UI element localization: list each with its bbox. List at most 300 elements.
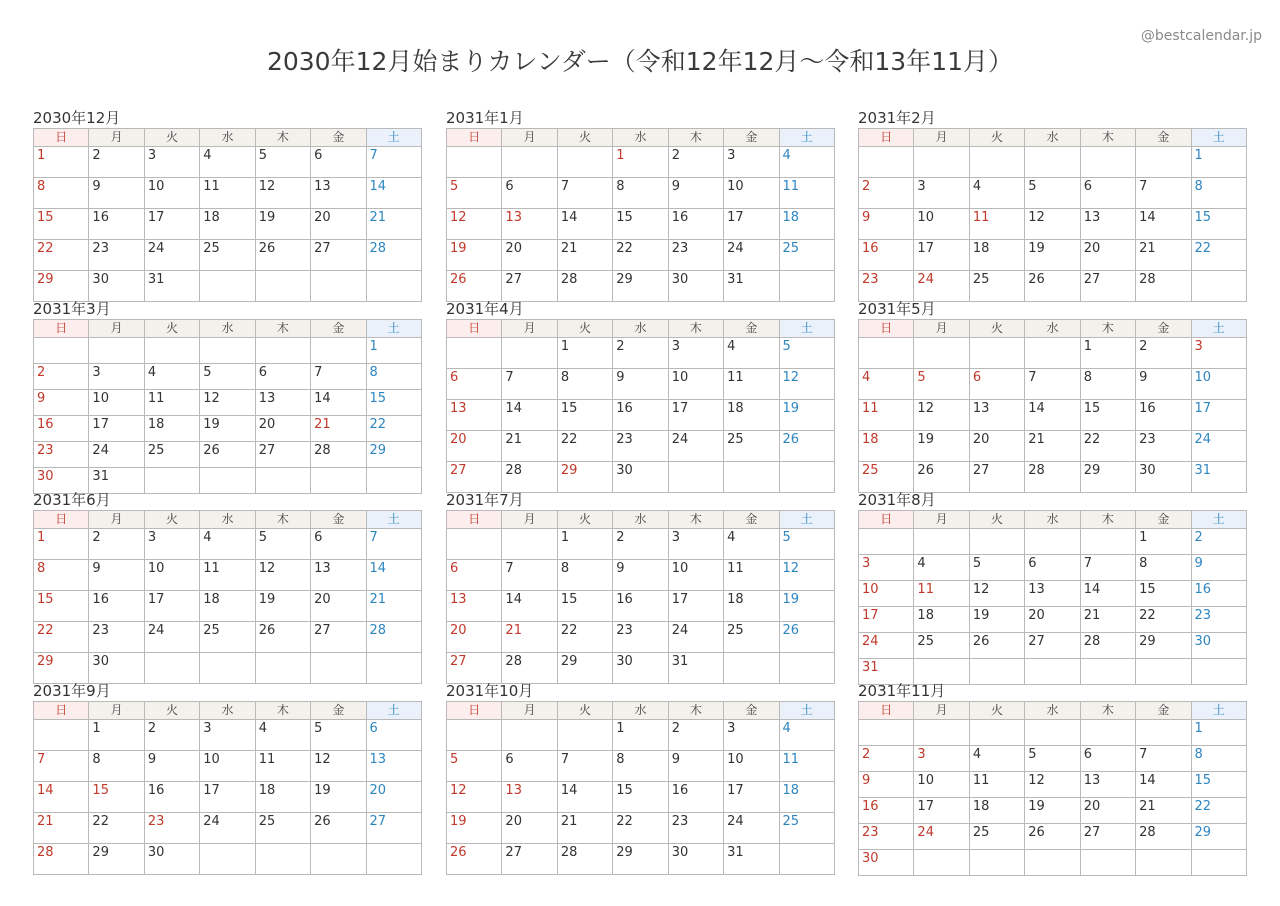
day-cell: 5: [447, 751, 502, 782]
day-cell: 21: [1025, 431, 1080, 462]
day-cell: 27: [311, 240, 366, 271]
weekday-header: 日: [859, 320, 914, 338]
day-cell: 20: [1080, 798, 1135, 824]
day-cell: 21: [502, 622, 557, 653]
day-cell: 8: [34, 178, 89, 209]
empty-day-cell: [255, 653, 310, 684]
day-cell: 9: [859, 209, 914, 240]
empty-day-cell: [144, 468, 199, 494]
empty-day-cell: [969, 147, 1024, 178]
day-cell: 30: [1191, 633, 1246, 659]
day-cell: 9: [34, 390, 89, 416]
day-cell: 12: [311, 751, 366, 782]
day-cell: 19: [969, 607, 1024, 633]
day-cell: 27: [447, 462, 502, 493]
week-row: [447, 147, 835, 178]
week-row: [859, 798, 1247, 824]
day-cell: 10: [859, 581, 914, 607]
empty-day-cell: [447, 338, 502, 369]
day-cell: 3: [200, 720, 255, 751]
day-cell: 17: [89, 416, 144, 442]
week-row: [34, 782, 422, 813]
week-row: [34, 622, 422, 653]
day-cell: 7: [1136, 746, 1191, 772]
day-cell: 19: [1025, 798, 1080, 824]
site-watermark: @bestcalendar.jp: [1140, 28, 1262, 44]
day-cell: 2: [1191, 529, 1246, 555]
week-row: [34, 560, 422, 591]
month-title: 2031年11月: [858, 682, 946, 700]
week-row: [859, 850, 1247, 876]
day-cell: 15: [1191, 772, 1246, 798]
day-cell: 3: [914, 178, 969, 209]
empty-day-cell: [1080, 147, 1135, 178]
weekday-header: 月: [89, 511, 144, 529]
day-cell: 3: [1191, 338, 1246, 369]
day-cell: 5: [200, 364, 255, 390]
day-cell: 26: [914, 462, 969, 493]
day-cell: 4: [724, 529, 779, 560]
empty-day-cell: [914, 720, 969, 746]
weekday-header: 金: [1136, 702, 1191, 720]
day-cell: 25: [255, 813, 310, 844]
empty-day-cell: [969, 659, 1024, 685]
week-row: [34, 813, 422, 844]
day-cell: 29: [613, 271, 668, 302]
empty-day-cell: [724, 653, 779, 684]
day-cell: 25: [969, 271, 1024, 302]
week-row: [34, 271, 422, 302]
day-cell: 2: [89, 147, 144, 178]
weekday-header: 土: [366, 702, 421, 720]
day-cell: 2: [859, 178, 914, 209]
month-title: 2031年3月: [33, 300, 111, 318]
weekday-header: 火: [969, 129, 1024, 147]
day-cell: 15: [34, 591, 89, 622]
day-cell: 1: [1080, 338, 1135, 369]
day-cell: 5: [255, 147, 310, 178]
day-cell: 26: [447, 271, 502, 302]
week-row: [447, 653, 835, 684]
day-cell: 18: [724, 591, 779, 622]
day-cell: 14: [1136, 209, 1191, 240]
day-cell: 17: [724, 782, 779, 813]
day-cell: 29: [366, 442, 421, 468]
day-cell: 8: [613, 178, 668, 209]
empty-day-cell: [914, 147, 969, 178]
day-cell: 24: [914, 824, 969, 850]
day-cell: 31: [724, 271, 779, 302]
weekday-header: 火: [144, 511, 199, 529]
day-cell: 29: [613, 844, 668, 875]
day-cell: 21: [502, 431, 557, 462]
day-cell: 28: [557, 271, 612, 302]
week-row: [859, 240, 1247, 271]
weekday-header: 月: [89, 702, 144, 720]
weekday-header: 水: [1025, 511, 1080, 529]
day-cell: 8: [1080, 369, 1135, 400]
month-table: [858, 701, 1247, 876]
day-cell: 13: [311, 560, 366, 591]
weekday-header: 月: [502, 129, 557, 147]
day-cell: 10: [668, 560, 723, 591]
week-row: [34, 416, 422, 442]
day-cell: 18: [914, 607, 969, 633]
day-cell: 14: [502, 400, 557, 431]
weekday-header-row: [34, 511, 422, 529]
day-cell: 26: [779, 622, 834, 653]
day-cell: 29: [34, 653, 89, 684]
day-cell: 26: [1025, 271, 1080, 302]
empty-day-cell: [969, 720, 1024, 746]
weekday-header-row: [34, 129, 422, 147]
weekday-header: 金: [724, 511, 779, 529]
day-cell: 31: [144, 271, 199, 302]
day-cell: 24: [668, 431, 723, 462]
empty-day-cell: [366, 653, 421, 684]
day-cell: 9: [613, 369, 668, 400]
day-cell: 21: [1136, 240, 1191, 271]
week-row: [447, 462, 835, 493]
week-row: [859, 209, 1247, 240]
day-cell: 12: [447, 209, 502, 240]
weekday-header-row: [447, 129, 835, 147]
day-cell: 5: [1025, 178, 1080, 209]
weekday-header: 土: [1191, 511, 1246, 529]
week-row: [447, 431, 835, 462]
day-cell: 12: [779, 560, 834, 591]
empty-day-cell: [859, 720, 914, 746]
day-cell: 1: [613, 147, 668, 178]
week-row: [859, 607, 1247, 633]
day-cell: 25: [914, 633, 969, 659]
day-cell: 27: [502, 271, 557, 302]
empty-day-cell: [200, 653, 255, 684]
weekday-header: 月: [502, 511, 557, 529]
empty-day-cell: [200, 844, 255, 875]
weekday-header: 木: [255, 702, 310, 720]
day-cell: 26: [255, 622, 310, 653]
weekday-header: 火: [557, 702, 612, 720]
weekday-header: 日: [447, 511, 502, 529]
day-cell: 8: [366, 364, 421, 390]
week-row: [34, 147, 422, 178]
day-cell: 23: [613, 431, 668, 462]
day-cell: 23: [34, 442, 89, 468]
day-cell: 25: [859, 462, 914, 493]
weekday-header: 火: [144, 129, 199, 147]
day-cell: 18: [200, 209, 255, 240]
week-row: [34, 390, 422, 416]
day-cell: 4: [200, 147, 255, 178]
day-cell: 30: [613, 653, 668, 684]
day-cell: 15: [1136, 581, 1191, 607]
week-row: [859, 772, 1247, 798]
weekday-header: 水: [200, 511, 255, 529]
day-cell: 29: [557, 653, 612, 684]
day-cell: 11: [200, 560, 255, 591]
day-cell: 28: [1136, 824, 1191, 850]
weekday-header: 金: [1136, 129, 1191, 147]
day-cell: 8: [1191, 746, 1246, 772]
day-cell: 20: [502, 240, 557, 271]
day-cell: 7: [366, 529, 421, 560]
day-cell: 2: [613, 529, 668, 560]
week-row: [34, 653, 422, 684]
day-cell: 10: [724, 751, 779, 782]
day-cell: 6: [255, 364, 310, 390]
empty-day-cell: [969, 529, 1024, 555]
day-cell: 16: [89, 591, 144, 622]
day-cell: 22: [1191, 240, 1246, 271]
weekday-header: 木: [255, 129, 310, 147]
empty-day-cell: [1136, 659, 1191, 685]
weekday-header: 木: [668, 702, 723, 720]
weekday-header: 木: [1080, 129, 1135, 147]
day-cell: 26: [200, 442, 255, 468]
empty-day-cell: [200, 468, 255, 494]
day-cell: 3: [144, 529, 199, 560]
empty-day-cell: [200, 338, 255, 364]
day-cell: 19: [447, 813, 502, 844]
week-row: [447, 844, 835, 875]
day-cell: 25: [200, 240, 255, 271]
weekday-header: 木: [1080, 320, 1135, 338]
day-cell: 7: [311, 364, 366, 390]
day-cell: 27: [502, 844, 557, 875]
day-cell: 13: [969, 400, 1024, 431]
day-cell: 13: [502, 209, 557, 240]
day-cell: 9: [144, 751, 199, 782]
weekday-header: 土: [779, 702, 834, 720]
day-cell: 1: [366, 338, 421, 364]
day-cell: 28: [366, 622, 421, 653]
day-cell: 6: [311, 529, 366, 560]
week-row: [859, 555, 1247, 581]
weekday-header: 火: [144, 320, 199, 338]
weekday-header: 水: [1025, 320, 1080, 338]
weekday-header: 日: [859, 129, 914, 147]
month-table: [858, 510, 1247, 685]
day-cell: 31: [89, 468, 144, 494]
day-cell: 25: [724, 431, 779, 462]
day-cell: 20: [1025, 607, 1080, 633]
week-row: [447, 369, 835, 400]
day-cell: 27: [969, 462, 1024, 493]
day-cell: 7: [502, 560, 557, 591]
month-table: [33, 128, 422, 302]
day-cell: 10: [724, 178, 779, 209]
day-cell: 24: [200, 813, 255, 844]
week-row: [447, 622, 835, 653]
empty-day-cell: [89, 338, 144, 364]
day-cell: 6: [969, 369, 1024, 400]
empty-day-cell: [366, 468, 421, 494]
day-cell: 19: [311, 782, 366, 813]
weekday-header: 土: [366, 320, 421, 338]
day-cell: 20: [255, 416, 310, 442]
day-cell: 2: [859, 746, 914, 772]
day-cell: 22: [557, 622, 612, 653]
day-cell: 14: [311, 390, 366, 416]
empty-day-cell: [366, 844, 421, 875]
day-cell: 4: [144, 364, 199, 390]
day-cell: 6: [1080, 746, 1135, 772]
day-cell: 16: [859, 240, 914, 271]
day-cell: 7: [1136, 178, 1191, 209]
day-cell: 13: [447, 400, 502, 431]
day-cell: 15: [1191, 209, 1246, 240]
day-cell: 22: [34, 622, 89, 653]
day-cell: 8: [557, 560, 612, 591]
weekday-header: 金: [311, 702, 366, 720]
day-cell: 30: [34, 468, 89, 494]
day-cell: 17: [724, 209, 779, 240]
month-title: 2031年2月: [858, 109, 936, 127]
empty-day-cell: [914, 529, 969, 555]
month-table: [446, 510, 835, 684]
weekday-header: 木: [1080, 511, 1135, 529]
day-cell: 10: [200, 751, 255, 782]
day-cell: 28: [34, 844, 89, 875]
day-cell: 14: [1136, 772, 1191, 798]
day-cell: 7: [557, 751, 612, 782]
day-cell: 24: [914, 271, 969, 302]
day-cell: 10: [668, 369, 723, 400]
day-cell: 9: [859, 772, 914, 798]
day-cell: 21: [366, 209, 421, 240]
day-cell: 16: [668, 209, 723, 240]
day-cell: 16: [1136, 400, 1191, 431]
day-cell: 5: [969, 555, 1024, 581]
day-cell: 30: [613, 462, 668, 493]
empty-day-cell: [255, 338, 310, 364]
day-cell: 15: [613, 782, 668, 813]
week-row: [34, 591, 422, 622]
day-cell: 13: [1080, 209, 1135, 240]
day-cell: 16: [89, 209, 144, 240]
day-cell: 30: [859, 850, 914, 876]
day-cell: 11: [255, 751, 310, 782]
week-row: [859, 720, 1247, 746]
day-cell: 14: [34, 782, 89, 813]
day-cell: 16: [1191, 581, 1246, 607]
weekday-header: 土: [1191, 129, 1246, 147]
weekday-header: 土: [779, 511, 834, 529]
empty-day-cell: [969, 850, 1024, 876]
day-cell: 16: [613, 591, 668, 622]
day-cell: 14: [502, 591, 557, 622]
day-cell: 22: [366, 416, 421, 442]
weekday-header: 火: [557, 129, 612, 147]
day-cell: 30: [144, 844, 199, 875]
weekday-header-row: [859, 511, 1247, 529]
day-cell: 31: [859, 659, 914, 685]
empty-day-cell: [1136, 147, 1191, 178]
empty-day-cell: [1136, 850, 1191, 876]
day-cell: 29: [1080, 462, 1135, 493]
day-cell: 1: [613, 720, 668, 751]
day-cell: 23: [859, 824, 914, 850]
day-cell: 6: [502, 178, 557, 209]
day-cell: 15: [89, 782, 144, 813]
weekday-header: 木: [668, 511, 723, 529]
month-table: [858, 128, 1247, 302]
day-cell: 17: [859, 607, 914, 633]
week-row: [859, 400, 1247, 431]
day-cell: 18: [779, 782, 834, 813]
day-cell: 23: [89, 240, 144, 271]
day-cell: 22: [1191, 798, 1246, 824]
empty-day-cell: [1025, 529, 1080, 555]
empty-day-cell: [1136, 720, 1191, 746]
day-cell: 3: [668, 529, 723, 560]
day-cell: 8: [34, 560, 89, 591]
week-row: [859, 633, 1247, 659]
empty-day-cell: [914, 850, 969, 876]
empty-day-cell: [1080, 850, 1135, 876]
week-row: [859, 462, 1247, 493]
day-cell: 26: [779, 431, 834, 462]
day-cell: 12: [447, 782, 502, 813]
day-cell: 12: [200, 390, 255, 416]
day-cell: 26: [447, 844, 502, 875]
weekday-header: 金: [724, 702, 779, 720]
day-cell: 14: [366, 178, 421, 209]
week-row: [447, 782, 835, 813]
week-row: [447, 560, 835, 591]
week-row: [34, 178, 422, 209]
day-cell: 19: [255, 591, 310, 622]
month-title: 2031年10月: [446, 682, 534, 700]
day-cell: 17: [144, 209, 199, 240]
month-title: 2031年4月: [446, 300, 524, 318]
day-cell: 27: [1080, 824, 1135, 850]
day-cell: 13: [255, 390, 310, 416]
empty-day-cell: [1080, 720, 1135, 746]
day-cell: 9: [1136, 369, 1191, 400]
day-cell: 30: [89, 271, 144, 302]
day-cell: 12: [1025, 209, 1080, 240]
weekday-header: 水: [200, 320, 255, 338]
day-cell: 12: [1025, 772, 1080, 798]
weekday-header: 水: [613, 129, 668, 147]
empty-day-cell: [1025, 659, 1080, 685]
empty-day-cell: [1025, 850, 1080, 876]
day-cell: 29: [557, 462, 612, 493]
day-cell: 21: [34, 813, 89, 844]
day-cell: 7: [34, 751, 89, 782]
day-cell: 21: [1136, 798, 1191, 824]
day-cell: 18: [144, 416, 199, 442]
day-cell: 12: [255, 178, 310, 209]
day-cell: 2: [34, 364, 89, 390]
day-cell: 11: [969, 772, 1024, 798]
day-cell: 13: [366, 751, 421, 782]
week-row: [34, 364, 422, 390]
week-row: [859, 581, 1247, 607]
day-cell: 21: [557, 240, 612, 271]
week-row: [859, 824, 1247, 850]
day-cell: 8: [557, 369, 612, 400]
day-cell: 10: [144, 560, 199, 591]
empty-day-cell: [1025, 720, 1080, 746]
weekday-header: 日: [34, 320, 89, 338]
day-cell: 6: [502, 751, 557, 782]
day-cell: 9: [1191, 555, 1246, 581]
weekday-header-row: [447, 702, 835, 720]
week-row: [447, 271, 835, 302]
